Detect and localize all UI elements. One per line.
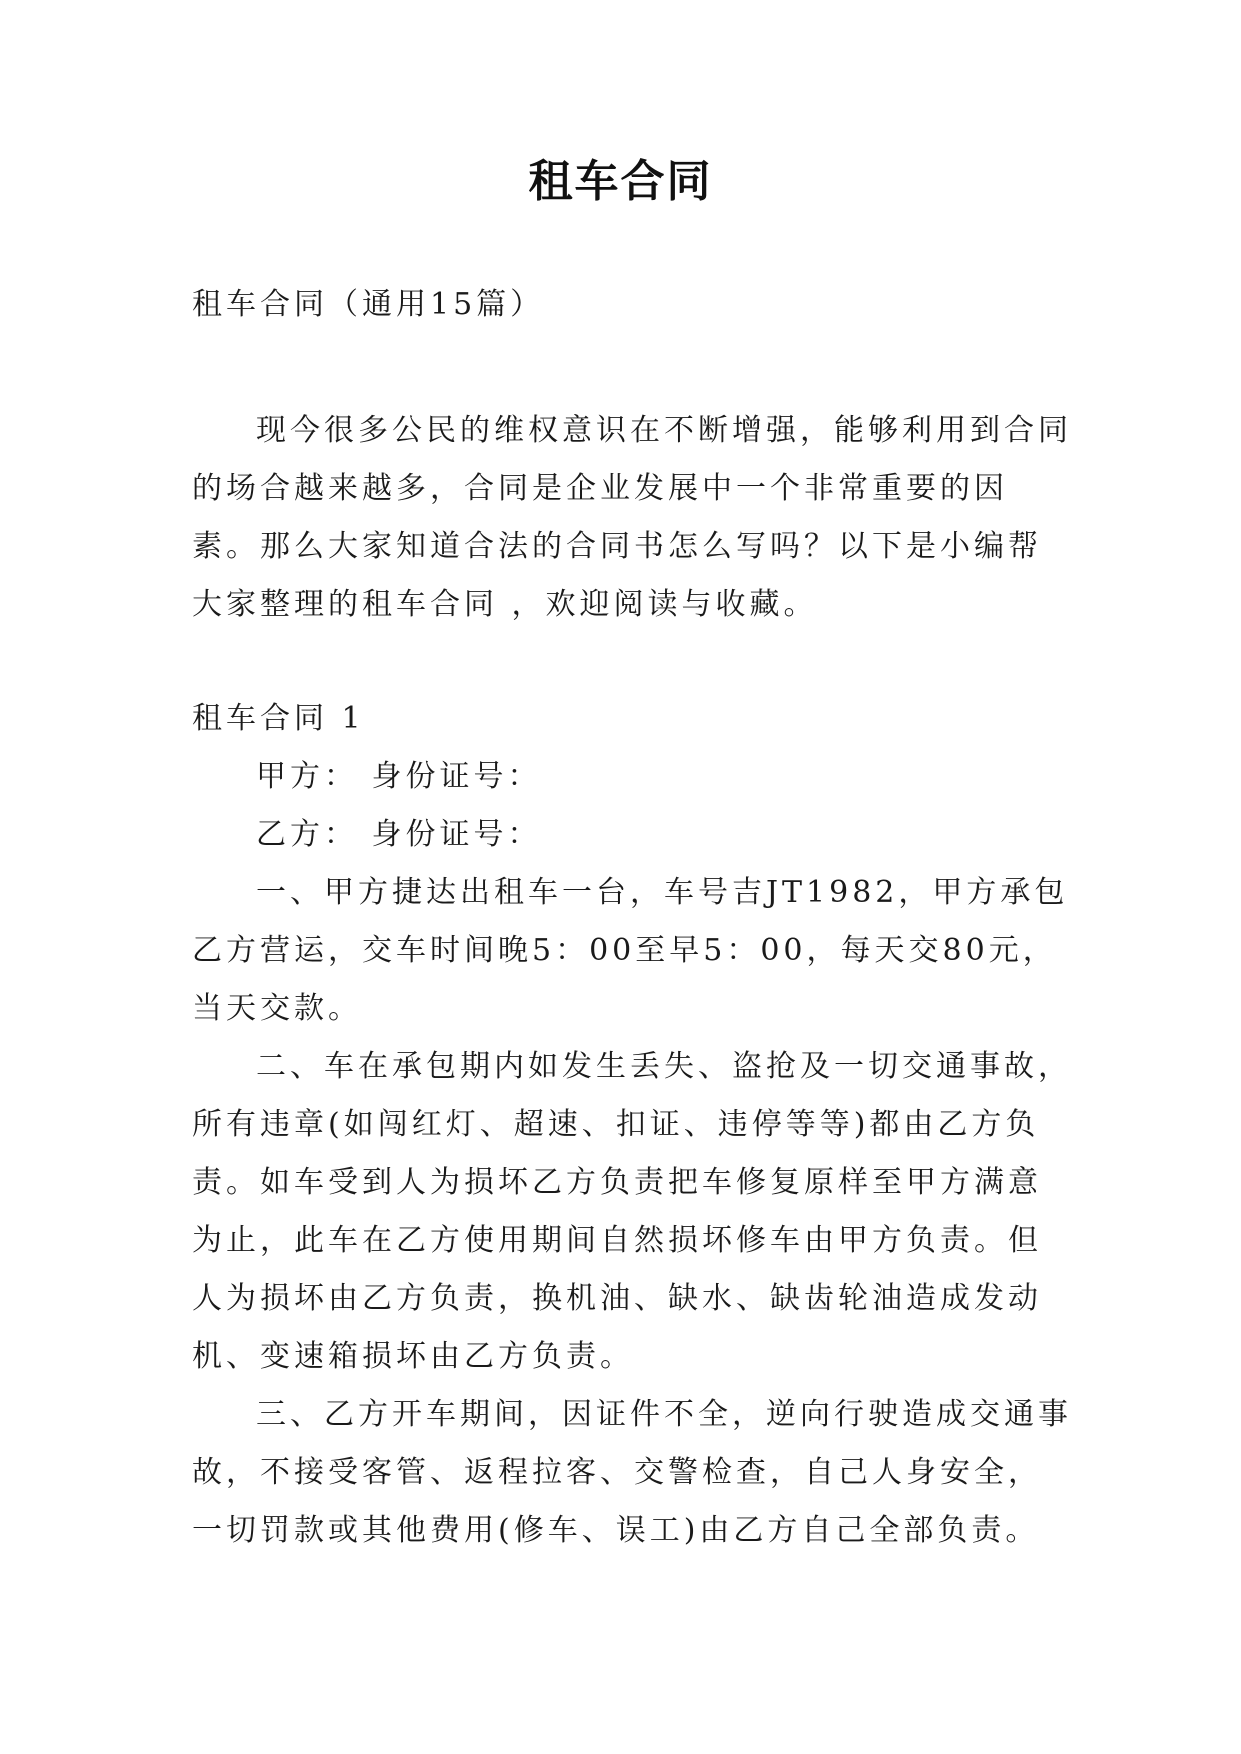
contract-1-heading: 租车合同 1 xyxy=(192,701,365,736)
document-subtitle xyxy=(192,276,1072,334)
clause-1: 一、甲方捷达出租车一台，车号吉JT1982，甲方承包乙方营运，交车时间晚5：00至早5：00，每天交80元，当天交款。 xyxy=(192,875,1069,1026)
contract-1-section xyxy=(192,690,1072,1560)
clause-2: 二、车在承包期内如发生丢失、盗抢及一切交通事故，所有违章(如闯红灯、超速、扣证、违停等等)都由乙方负责。如车受到人为损坏乙方负责把车修复原样至甲方满意为止，此车在乙方使用期间自然损坏修车由甲方负责。但人为损坏由乙方负责，换机油、缺水、缺齿轮油造成发动机、变速箱损坏由乙方负责。 xyxy=(192,1049,1072,1374)
party-a-line: 甲方： 身份证号： xyxy=(256,759,542,794)
subtitle-text: 租车合同（通用15篇） xyxy=(192,287,545,322)
intro-text: 现今很多公民的维权意识在不断增强，能够利用到合同的场合越来越多，合同是企业发展中一个非常重要的因素。那么大家知道合法的合同书怎么写吗？以下是小编帮大家整理的租车合同 ，欢迎阅读与收藏。 xyxy=(192,413,1072,622)
intro-paragraph xyxy=(192,402,1072,634)
party-b-line: 乙方： 身份证号： xyxy=(256,817,542,852)
clause-3: 三、乙方开车期间，因证件不全，逆向行驶造成交通事故，不接受客管、返程拉客、交警检查，自己人身安全，一切罚款或其他费用(修车、误工)由乙方自己全部负责。 xyxy=(192,1397,1072,1548)
document-title: 租车合同 xyxy=(528,156,713,207)
